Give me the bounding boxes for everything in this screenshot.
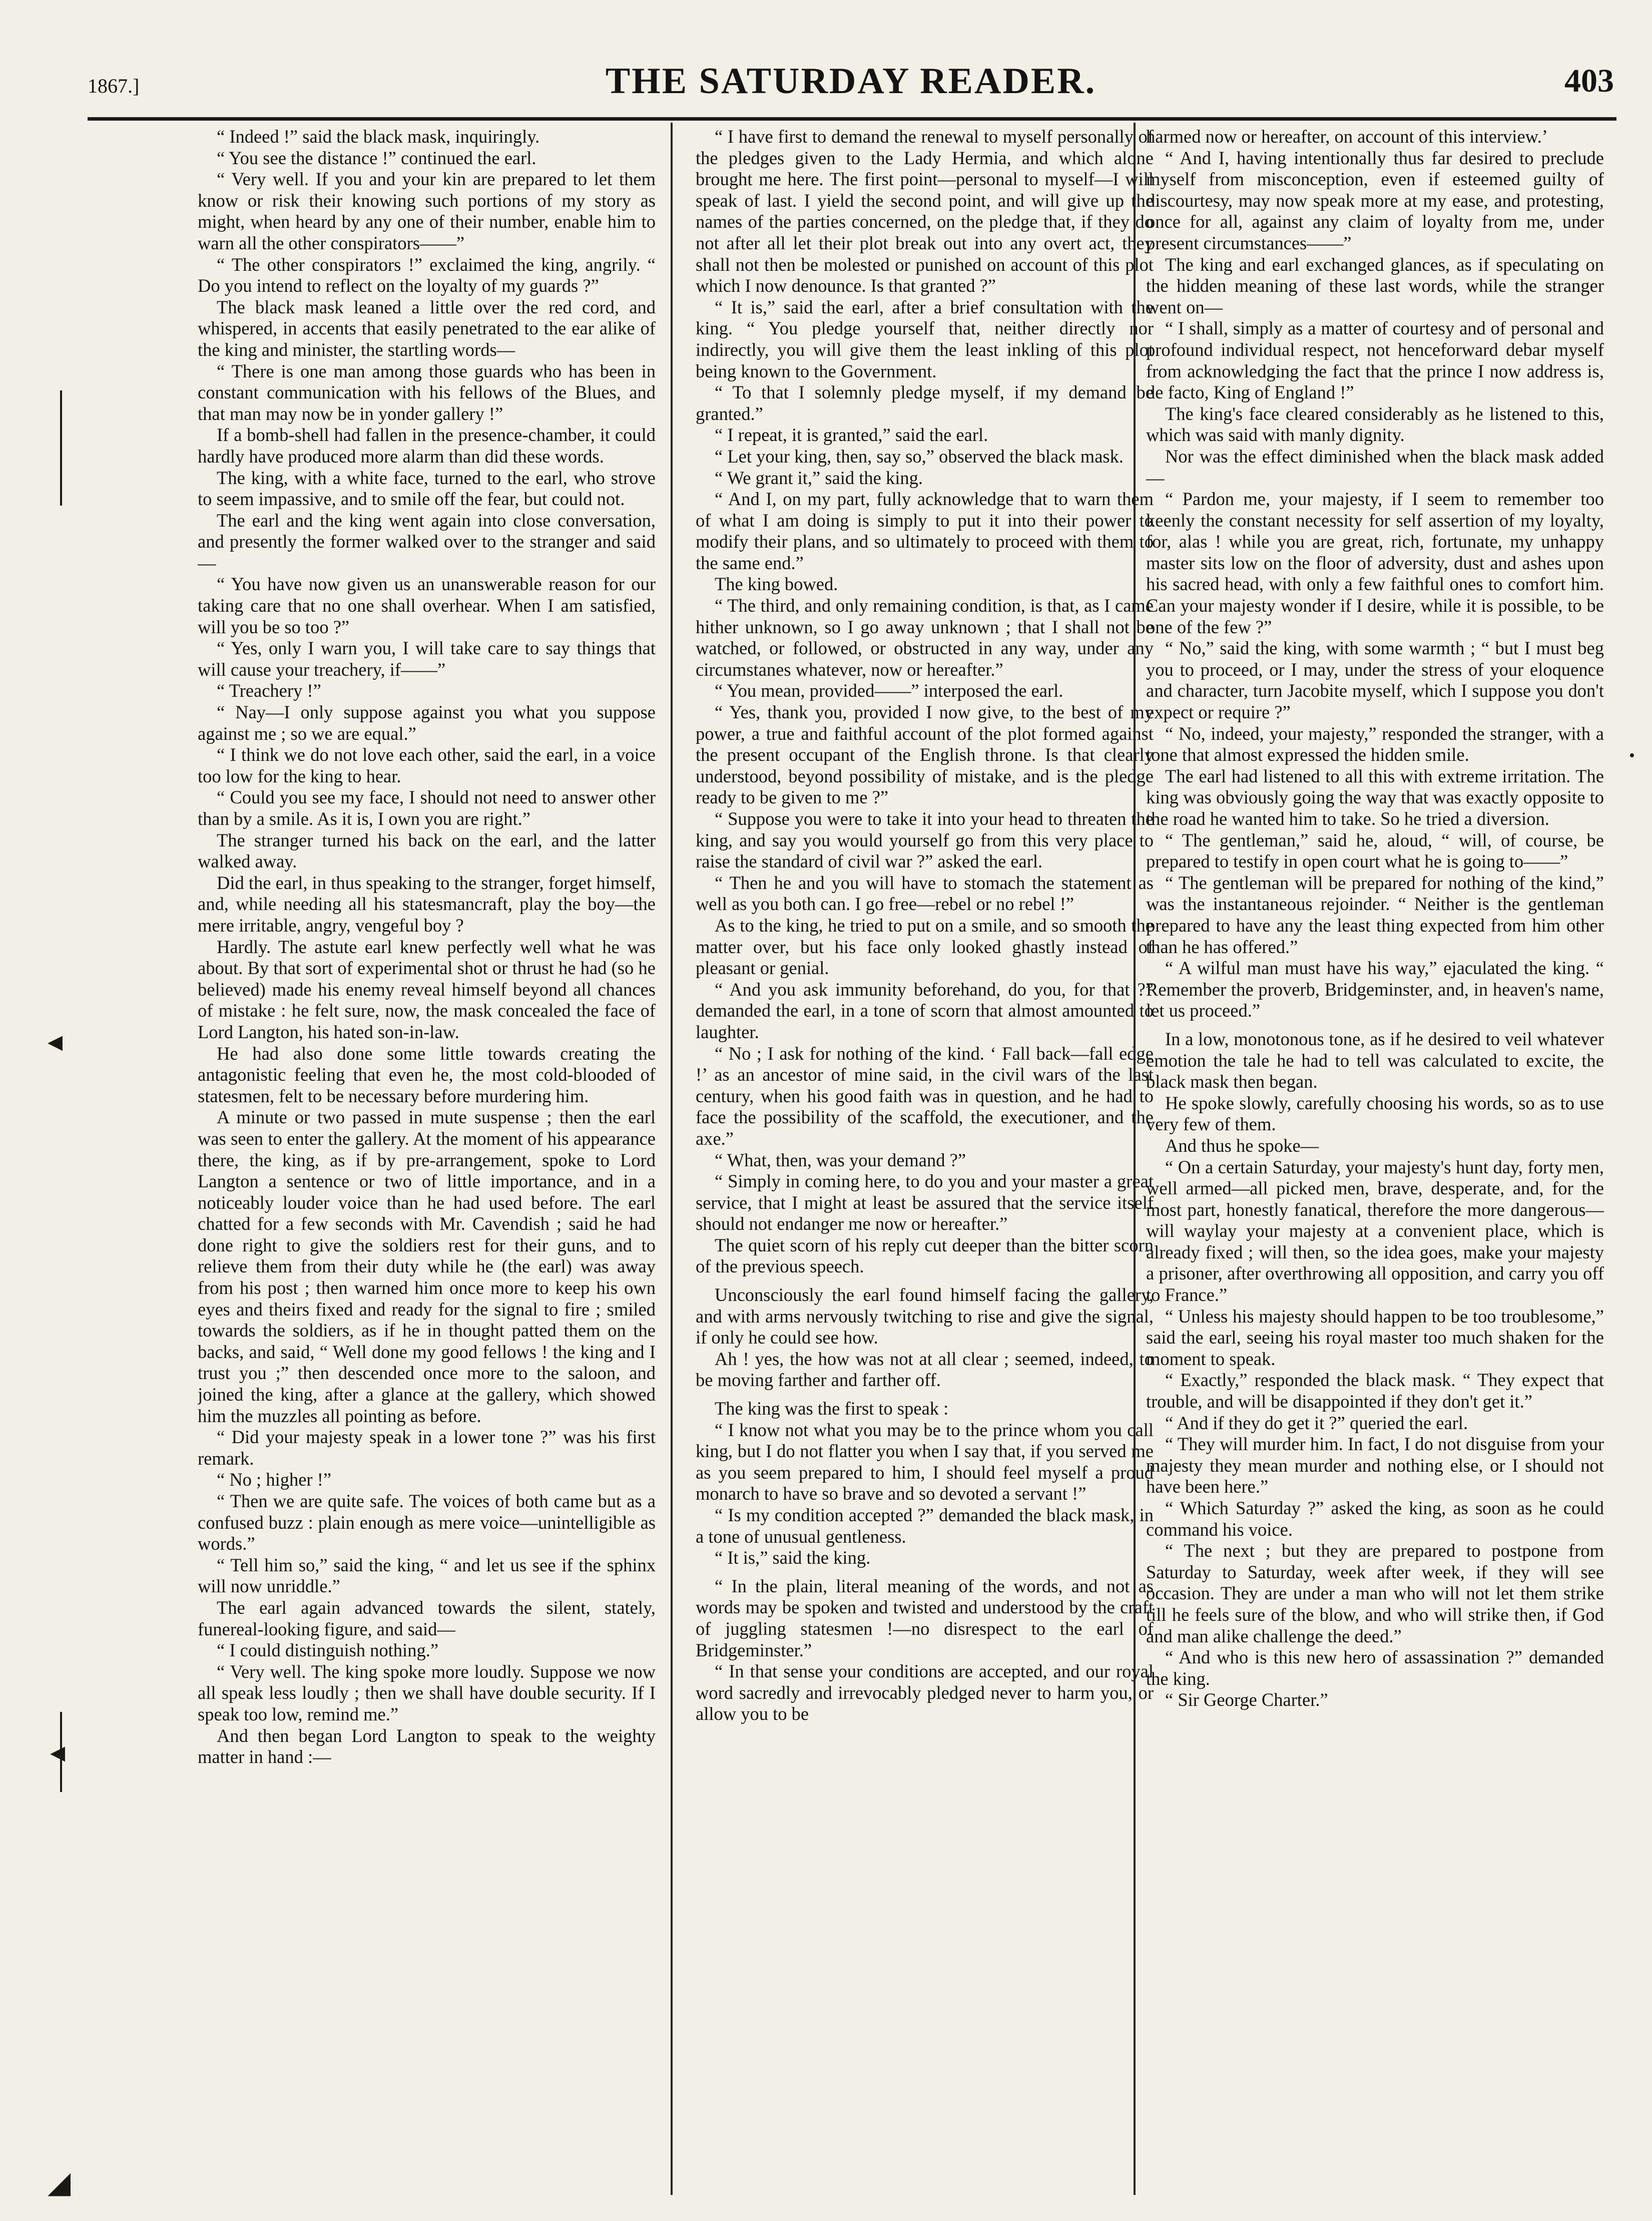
article-paragraph: “ The next ; but they are prepared to postpone from Saturday to Saturday, week after week, if they will see occasion. They are under a man who will not let them strike till he feels sure of the blow, and who will strike then, if God and man alike challenge the deed.” — [1146, 1540, 1604, 1646]
article-paragraph: “ I repeat, it is granted,” said the earl. — [715, 424, 988, 446]
article-paragraph: “ There is one man among those guards who has been in constant communication with his fellows of the Blues, and that man may now be in yonder gallery !” — [198, 360, 656, 424]
article-paragraph: harmed now or hereafter, on account of this interview.’ — [1146, 126, 1548, 147]
article-paragraph: “ Simply in coming here, to do you and your master a great service, that I might at least be assured that the service itself should not endanger me now or hereafter.” — [696, 1171, 1154, 1234]
article-paragraph: “ Sir George Charter.” — [1165, 1689, 1328, 1710]
article-paragraph: “ To that I solemnly pledge myself, if my demand be granted.” — [696, 382, 1154, 424]
margin-corner-mark: ◢ — [48, 2166, 71, 2199]
article-paragraph: “ No ; I ask for nothing of the kind. ‘ Fall back—fall edge !’ as an ancestor of mine said, in the civil wars of the last century, when his good faith was in question, and he had to face the possibility of the scaffold, the executioner, and the axe.” — [696, 1043, 1154, 1149]
article-paragraph: As to the king, he tried to put on a smile, and so smooth the matter over, but his face only looked ghastly instead of pleasant or genial. — [696, 915, 1154, 979]
margin-dot-mark: • — [1629, 746, 1635, 765]
article-paragraph: The king, with a white face, turned to the earl, who strove to seem impassive, and to smile off the fear, but could not. — [198, 467, 656, 510]
article-paragraph: “ I know not what you may be to the prince whom you call king, but I do not flatter you when I say that, if you served me as you seem prepared to him, I should feel myself a proud monarch to have so brave and so devoted a servant !” — [696, 1419, 1154, 1504]
article-paragraph: “ And I, on my part, fully acknowledge that to warn them of what I am doing is simply to put it into their power to modify their plans, and so ultimately to proceed with them to the same end.” — [696, 489, 1154, 573]
column-middle — [696, 126, 1154, 2193]
article-paragraph: “ Then we are quite safe. The voices of both came but as a confused buzz : plain enough as mere voice—unintelligible as words.” — [198, 1491, 656, 1554]
article-paragraph: “ You mean, provided——” interposed the earl. — [715, 680, 1063, 701]
article-paragraph: “ And you ask immunity beforehand, do you, for that ?” demanded the earl, in a tone of scorn that almost amounted to laughter. — [696, 979, 1154, 1042]
article-paragraph: The earl and the king went again into close conversation, and presently the former walked over to the stranger and said— — [198, 510, 656, 573]
article-paragraph: He spoke slowly, carefully choosing his words, so as to use very few of them. — [1146, 1092, 1604, 1135]
article-paragraph: Did the earl, in thus speaking to the stranger, forget himself, and, while needing all his statesmancraft, play the boy—the mere irritable, angry, vengeful boy ? — [198, 872, 656, 936]
article-paragraph: “ I think we do not love each other, said the earl, in a voice too low for the king to hear. — [198, 744, 656, 786]
article-paragraph: The king bowed. — [715, 574, 838, 595]
article-paragraph: “ What, then, was your demand ?” — [715, 1149, 966, 1170]
article-paragraph: “ Pardon me, your majesty, if I seem to remember too keenly the constant necessity for self assertion of my loyalty, for, alas ! while you are great, rich, fortunate, my unhappy master sits low on the floor of adversity, dust and ashes upon his sacred head, with only a few faithful ones to comfort him. Can your majesty wonder if I desire, while it is possible, to be one of the few ?” — [1146, 489, 1604, 637]
article-paragraph: Unconsciously the earl found himself facing the gallery, and with arms nervously twitching to rise and give the signal, if only he could see how. — [696, 1284, 1154, 1348]
article-paragraph: “ I have first to demand the renewal to myself personally of the pledges given to the Lady Hermia, and which alone brought me here. The first point—personal to myself—I will speak of last. I yield the second point, and will give up the names of the parties concerned, on the pledge that, if they do not after all let their plot break out into any overt act, they shall not then be molested or punished on account of this plot which I now denounce. Is that granted ?” — [696, 126, 1154, 296]
article-paragraph: “ No, indeed, your majesty,” responded the stranger, with a tone that almost expressed the hidden smile. — [1146, 723, 1604, 765]
article-paragraph: “ Is my condition accepted ?” demanded the black mask, in a tone of unusual gentleness. — [696, 1505, 1154, 1547]
article-paragraph: The earl again advanced towards the silent, stately, funereal-looking figure, and said— — [198, 1597, 656, 1639]
article-paragraph: He had also done some little towards creating the antagonistic feeling that even he, the most cold-blooded of statesmen, felt to be necessary before murdering him. — [198, 1043, 656, 1106]
article-paragraph: “ The third, and only remaining condition, is that, as I came hither unknown, so I go away unknown ; that I shall not be watched, or followed, or obstructed in any way, under any circumstanes whatever, now or hereafter.” — [696, 595, 1154, 680]
header-year: 1867.] — [88, 75, 140, 97]
article-paragraph: “ No ; higher !” — [217, 1469, 332, 1490]
article-paragraph: “ Suppose you were to take it into your head to threaten the king, and say you would yourself go from this very place to raise the standard of civil war ?” asked the earl. — [696, 808, 1154, 872]
article-paragraph: “ You see the distance !” continued the earl. — [217, 147, 536, 168]
article-paragraph: “ Did your majesty speak in a lower tone ?” was his first remark. — [198, 1427, 656, 1469]
article-paragraph: “ Unless his majesty should happen to be too troublesome,” said the earl, seeing his royal master too much shaken for the moment to speak. — [1146, 1305, 1604, 1369]
article-paragraph: “ In the plain, literal meaning of the words, and not as words may be spoken and twisted and understood by the craft of juggling statesmen !—no disrespect to the earl of Bridgeminster.” — [696, 1575, 1154, 1660]
article-paragraph: “ Let your king, then, say so,” observed the black mask. — [715, 446, 1124, 467]
article-paragraph: “ No,” said the king, with some warmth ; “ but I must beg you to proceed, or I may, under the stress of your eloquence and character, turn Jacobite myself, which I suppose you don't expect or require ?” — [1146, 638, 1604, 723]
article-paragraph: The king's face cleared considerably as he listened to this, which was said with manly dignity. — [1146, 403, 1604, 446]
article-paragraph: The quiet scorn of his reply cut deeper than the bitter scorn of the previous speech. — [696, 1234, 1154, 1277]
article-paragraph: The king was the first to speak : — [715, 1398, 949, 1419]
article-paragraph: “ You have now given us an unanswerable reason for our taking care that no one shall overhear. When I am satisfied, will you be so too ?” — [198, 574, 656, 637]
article-paragraph: The black mask leaned a little over the red cord, and whispered, in accents that easily penetrated to the ear alike of the king and minister, the startling words— — [198, 296, 656, 360]
page-header — [88, 60, 1614, 110]
article-paragraph: “ A wilful man must have his way,” ejaculated the king. “ Remember the proverb, Bridgeminster, and, in heaven's name, let us proceed.” — [1146, 958, 1604, 1021]
article-paragraph: A minute or two passed in mute suspense ; then the earl was seen to enter the gallery. At the moment of his appearance there, the king, as if by pre-arrangement, spoke to Lord Langton a sentence or two of little importance, and in a noticeably louder voice than he had used before. The earl chatted for a few seconds with Mr. Cavendish ; said he had done right to give the soldiers rest for their guns, and to relieve them from their duty while he (the earl) was away from his post ; then warned him once more to keep his own eyes and theirs fixed and ready for the signal to fire ; smiled towards the soldiers, as if he in thought patted them on the backs, and said, “ Well done my good fellows ! the king and I trust you ;” then descended once more to the saloon, and joined the king, after a glance at the gallery, which showed him the muzzles all pointing as before. — [198, 1107, 656, 1426]
article-paragraph: “ On a certain Saturday, your majesty's hunt day, forty men, well armed—all picked men, brave, desperate, and, for the most part, honestly fanatical, therefore the more dangerous—will waylay your majesty at a convenient place, which is already fixed ; will then, so the idea goes, make your majesty a prisoner, after overthrowing all opposition, and carry you off to France.” — [1146, 1156, 1604, 1305]
article-paragraph: And then began Lord Langton to speak to the weighty matter in hand :— — [198, 1725, 656, 1767]
article-paragraph: “ Yes, only I warn you, I will take care to say things that will cause your treachery, if——” — [198, 638, 656, 680]
article-paragraph: Nor was the effect diminished when the black mask added— — [1146, 446, 1604, 488]
article-paragraph: “ It is,” said the earl, after a brief consultation with the king. “ You pledge yourself that, neither directly nor indirectly, you will give them the least inkling of this plot being known to the Government. — [696, 296, 1154, 381]
column-left — [198, 126, 656, 2193]
article-paragraph: “ And I, having intentionally thus far desired to preclude myself from misconception, even if esteemed guilty of discourtesy, may now speak more at my ease, and protesting, once for all, against any claim of loyalty from me, under present circumstances——” — [1146, 147, 1604, 253]
margin-mark — [60, 390, 62, 506]
article-paragraph: “ The other conspirators !” exclaimed the king, angrily. “ Do you intend to reflect on the loyalty of my guards ?” — [198, 254, 656, 296]
column-right — [1146, 126, 1604, 2193]
margin-arrow-mark: ◂ — [50, 1735, 66, 1768]
article-paragraph: “ Tell him so,” said the king, “ and let us see if the sphinx will now unriddle.” — [198, 1554, 656, 1597]
page-number: 403 — [1564, 63, 1614, 99]
article-paragraph: Ah ! yes, the how was not at all clear ; seemed, indeed, to be moving farther and farther off. — [696, 1348, 1154, 1391]
article-paragraph: “ I could distinguish nothing.” — [217, 1640, 439, 1661]
article-paragraph: “ Which Saturday ?” asked the king, as soon as he could command his voice. — [1146, 1498, 1604, 1540]
article-paragraph: “ Then he and you will have to stomach the statement as well as you both can. I go free—rebel or no rebel !” — [696, 872, 1154, 915]
article-paragraph: “ Nay—I only suppose against you what you suppose against me ; so we are equal.” — [198, 702, 656, 744]
article-paragraph: The earl had listened to all this with extreme irritation. The king was obviously going the way that was exactly opposite to the road he wanted him to take. So he tried a diversion. — [1146, 765, 1604, 829]
article-paragraph: “ And who is this new hero of assassination ?” demanded the king. — [1146, 1647, 1604, 1689]
article-paragraph: “ Very well. If you and your kin are prepared to let them know or risk their knowing such portions of my story as might, when heard by any one of their number, enable him to warn all the other conspirators——” — [198, 169, 656, 253]
article-paragraph: “ Exactly,” responded the black mask. “ They expect that trouble, and will be disappointed if they don't get it.” — [1146, 1370, 1604, 1412]
article-paragraph: “ Treachery !” — [217, 680, 321, 701]
article-paragraph: “ We grant it,” said the king. — [715, 467, 923, 488]
article-paragraph: And thus he spoke— — [1165, 1135, 1319, 1156]
article-paragraph: “ And if they do get it ?” queried the earl. — [1165, 1412, 1468, 1433]
article-paragraph: “ It is,” said the king. — [715, 1547, 871, 1568]
article-paragraph: In a low, monotonous tone, as if he desired to veil whatever emotion the tale he had to tell was calculated to excite, the black mask then began. — [1146, 1028, 1604, 1092]
article-paragraph: “ Indeed !” said the black mask, inquiringly. — [217, 126, 540, 147]
article-paragraph: Hardly. The astute earl knew perfectly well what he was about. By that sort of experimental shot or thrust he had (so he believed) made his enemy reveal himself beyond all chances of mistake : he felt sure, now, the mask concealed the face of Lord Langton, his hated son-in-law. — [198, 936, 656, 1042]
margin-mark — [60, 1712, 62, 1792]
article-paragraph: “ Could you see my face, I should not need to answer other than by a smile. As it is, I own you are right.” — [198, 787, 656, 829]
margin-arrow-mark: ◂ — [48, 1025, 63, 1058]
article-paragraph: “ Yes, thank you, provided I now give, to the best of my power, a true and faithful account of the plot formed against the present occupant of the English throne. Is that clearly understood, beyond possibility of mistake, and is the pledge ready to be given to me ?” — [696, 702, 1154, 808]
article-paragraph: “ In that sense your conditions are accepted, and our royal word sacredly and irrevocably pledged never to harm you, or allow you to be — [696, 1661, 1154, 1724]
article-paragraph: “ Very well. The king spoke more loudly. Suppose we now all speak less loudly ; then we shall have double security. If I speak too low, remind me.” — [198, 1661, 656, 1724]
article-paragraph: If a bomb-shell had fallen in the presence-chamber, it could hardly have produced more alarm than did these words. — [198, 424, 656, 467]
header-rule — [88, 117, 1616, 121]
article-paragraph: “ I shall, simply as a matter of courtesy and of personal and profound individual respect, not henceforward debar myself from acknowledging the fact that the prince I now address is, de facto, King of England !” — [1146, 318, 1604, 403]
article-paragraph: The king and earl exchanged glances, as if speculating on the hidden meaning of these last words, while the stranger went on— — [1146, 254, 1604, 317]
article-paragraph: “ They will murder him. In fact, I do not disguise from your majesty they mean murder and nothing else, or I should not have been here.” — [1146, 1434, 1604, 1497]
article-paragraph: “ The gentleman will be prepared for nothing of the kind,” was the instantaneous rejoinder. “ Neither is the gentleman prepared to have any the least thing expected from him other than he has offered.” — [1146, 872, 1604, 957]
article-paragraph: “ The gentleman,” said he, aloud, “ will, of course, be prepared to testify in open court what he is going to——” — [1146, 829, 1604, 872]
masthead-title: THE SATURDAY READER. — [605, 61, 1096, 102]
column-divider — [671, 123, 673, 2195]
article-paragraph: The stranger turned his back on the earl, and the latter walked away. — [198, 829, 656, 872]
